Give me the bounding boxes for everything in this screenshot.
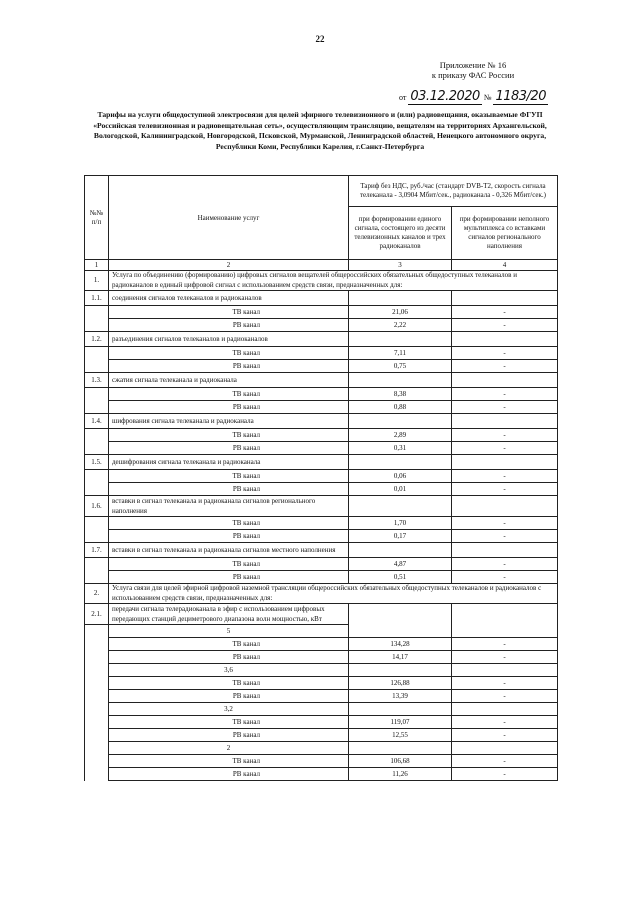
item-row	[85, 604, 558, 625]
item-row	[85, 543, 558, 558]
row-number-empty	[85, 664, 109, 677]
channel-label: ТВ канал	[109, 716, 349, 729]
tariff-full-value: 13,39	[349, 690, 452, 703]
row-number-empty	[85, 483, 109, 496]
table-row	[85, 360, 558, 373]
tariff-full-value: 11,26	[349, 768, 452, 781]
item-number: 2.1.	[85, 604, 109, 625]
item-title: вставки в сигнал телеканала и радиоканала сигналов местного наполнения	[109, 543, 349, 558]
document-title: Тарифы на услуги общедоступной электросвязи для целей эфирного телевизионного и (или) радиовещания, оказываемые ФГУП «Российская телевизионная и радиовещательная сеть», осуществляющим трансляцию, вещателям на территориях Архангельской, Вологодской, Калининградской, Новгородской, Псковской, Мурманской, Ленинградской областей, Ненецкого автономного округа, Республики Коми, Республики Карелия, г.Санкт-Петербурга	[93, 110, 547, 151]
power-value: 2	[109, 742, 349, 755]
item-title: соединения сигналов телеканалов и радиоканалов	[109, 291, 349, 306]
power-value: 5	[109, 625, 349, 638]
row-number-empty	[85, 401, 109, 414]
order-date-number	[399, 89, 548, 104]
tariff-full-value: 4,87	[349, 558, 452, 571]
channel-label: РВ канал	[109, 483, 349, 496]
tariff-partial-value: -	[452, 360, 558, 373]
power-partial-empty	[452, 703, 558, 716]
item-full-empty	[349, 543, 452, 558]
order-number: 1183/20	[495, 89, 546, 104]
tariff-partial-value: -	[452, 729, 558, 742]
channel-label: РВ канал	[109, 360, 349, 373]
row-number-empty	[85, 347, 109, 360]
tariff-full-value: 0,75	[349, 360, 452, 373]
channel-label: РВ канал	[109, 530, 349, 543]
channel-label: ТВ канал	[109, 429, 349, 442]
row-number-empty	[85, 306, 109, 319]
item-number: 1.1.	[85, 291, 109, 306]
item-partial-empty	[452, 455, 558, 470]
row-number-empty	[85, 571, 109, 584]
tariff-partial-value: -	[452, 638, 558, 651]
tariff-partial-value: -	[452, 306, 558, 319]
tariff-partial-value: -	[452, 530, 558, 543]
row-number-empty	[85, 703, 109, 716]
row-number-empty	[85, 638, 109, 651]
power-row	[85, 742, 558, 755]
tariff-partial-value: -	[452, 571, 558, 584]
table-row	[85, 638, 558, 651]
item-partial-empty	[452, 291, 558, 306]
power-row	[85, 703, 558, 716]
order-date: 03.12.2020	[410, 89, 480, 104]
tariff-partial-value: -	[452, 347, 558, 360]
tariff-partial-value: -	[452, 690, 558, 703]
item-number: 1.2.	[85, 332, 109, 347]
item-title: разъединения сигналов телеканалов и радиоканалов	[109, 332, 349, 347]
tariff-full-value: 12,55	[349, 729, 452, 742]
tariff-full-value: 21,06	[349, 306, 452, 319]
channel-label: РВ канал	[109, 729, 349, 742]
table-row	[85, 388, 558, 401]
tariff-partial-value: -	[452, 558, 558, 571]
column-number-row	[85, 260, 558, 271]
page-number: 22	[315, 34, 325, 44]
item-row	[85, 373, 558, 388]
row-number-empty	[85, 558, 109, 571]
tariff-full-value: 0,88	[349, 401, 452, 414]
row-number-empty	[85, 360, 109, 373]
order-number-prefix: №	[483, 93, 492, 102]
tariff-full-value: 106,68	[349, 755, 452, 768]
item-title: сжатия сигнала телеканала и радиоканала	[109, 373, 349, 388]
row-number-empty	[85, 470, 109, 483]
tariff-partial-value: -	[452, 470, 558, 483]
tariff-partial-value: -	[452, 388, 558, 401]
channel-label: РВ канал	[109, 442, 349, 455]
tariff-full-value: 0,01	[349, 483, 452, 496]
item-partial-empty	[452, 496, 558, 517]
item-number: 1.3.	[85, 373, 109, 388]
power-value: 3,6	[109, 664, 349, 677]
tariff-full-value: 1,70	[349, 517, 452, 530]
table-row	[85, 442, 558, 455]
table-row	[85, 558, 558, 571]
channel-label: РВ канал	[109, 401, 349, 414]
tariff-full-value: 0,17	[349, 530, 452, 543]
channel-label: ТВ канал	[109, 638, 349, 651]
item-full-empty	[349, 604, 452, 625]
table-row	[85, 755, 558, 768]
table-row	[85, 401, 558, 414]
tariff-partial-value: -	[452, 755, 558, 768]
item-number: 1.5.	[85, 455, 109, 470]
item-partial-empty	[452, 604, 558, 625]
col-header-full-signal: при формировании единого сигнала, состоящего из десяти телевизионных каналов и трех радиоканалов	[349, 207, 452, 260]
channel-label: ТВ канал	[109, 558, 349, 571]
col-header-partial-mux: при формировании неполного мультиплекса со вставками сигналов регионального наполнения	[452, 207, 558, 260]
item-row	[85, 496, 558, 517]
channel-label: ТВ канал	[109, 388, 349, 401]
channel-label: РВ канал	[109, 319, 349, 332]
item-number: 1.4.	[85, 414, 109, 429]
item-number: 1.6.	[85, 496, 109, 517]
row-number-empty	[85, 729, 109, 742]
table-row	[85, 651, 558, 664]
row-number-empty	[85, 768, 109, 781]
item-title: передачи сигнала телерадиоканала в эфир с использованием цифровых передающих станций дециметрового диапазона волн мощностью, кВт	[109, 604, 349, 625]
table-row	[85, 517, 558, 530]
item-full-empty	[349, 332, 452, 347]
tariff-full-value: 126,88	[349, 677, 452, 690]
row-number-empty	[85, 742, 109, 755]
table-row	[85, 429, 558, 442]
col-header-tariff: Тариф без НДС, руб./час (стандарт DVB-T2, скорость сигнала телеканала - 3,0904 Мбит/сек., радиоканала - 0,326 Мбит/сек.)	[349, 176, 558, 207]
tariff-partial-value: -	[452, 429, 558, 442]
section-number: 1.	[85, 271, 109, 291]
row-number-empty	[85, 319, 109, 332]
tariff-full-value: 2,89	[349, 429, 452, 442]
channel-label: РВ канал	[109, 690, 349, 703]
section-number: 2.	[85, 584, 109, 604]
row-number-empty	[85, 690, 109, 703]
section-row	[85, 271, 558, 291]
column-number: 1	[85, 260, 109, 271]
item-number: 1.7.	[85, 543, 109, 558]
tariff-partial-value: -	[452, 768, 558, 781]
channel-label: РВ канал	[109, 651, 349, 664]
row-number-empty	[85, 716, 109, 729]
item-full-empty	[349, 414, 452, 429]
table-row	[85, 319, 558, 332]
tariff-full-value: 134,28	[349, 638, 452, 651]
table-row	[85, 530, 558, 543]
table-row	[85, 571, 558, 584]
tariff-table-body	[85, 271, 558, 781]
channel-label: РВ канал	[109, 768, 349, 781]
row-number-empty	[85, 651, 109, 664]
tariff-full-value: 119,07	[349, 716, 452, 729]
section-row	[85, 584, 558, 604]
row-number-empty	[85, 517, 109, 530]
table-row	[85, 347, 558, 360]
appendix-title: Приложение № 16	[439, 60, 507, 70]
table-row	[85, 677, 558, 690]
item-full-empty	[349, 373, 452, 388]
tariff-table	[84, 175, 558, 781]
table-row	[85, 483, 558, 496]
item-title: дешифрования сигнала телеканала и радиоканала	[109, 455, 349, 470]
tariff-full-value: 0,06	[349, 470, 452, 483]
power-full-empty	[349, 664, 452, 677]
item-full-empty	[349, 291, 452, 306]
item-partial-empty	[452, 414, 558, 429]
item-row	[85, 414, 558, 429]
appendix-order-ref: к приказу ФАС России	[431, 70, 515, 80]
row-number-empty	[85, 625, 109, 638]
power-full-empty	[349, 625, 452, 638]
col-header-service-name: Наименование услуг	[109, 176, 349, 260]
channel-label: ТВ канал	[109, 470, 349, 483]
tariff-full-value: 2,22	[349, 319, 452, 332]
tariff-full-value: 0,31	[349, 442, 452, 455]
channel-label: ТВ канал	[109, 517, 349, 530]
table-row	[85, 690, 558, 703]
tariff-partial-value: -	[452, 483, 558, 496]
channel-label: ТВ канал	[109, 347, 349, 360]
item-partial-empty	[452, 373, 558, 388]
table-row	[85, 729, 558, 742]
table-row	[85, 306, 558, 319]
power-full-empty	[349, 742, 452, 755]
table-row	[85, 768, 558, 781]
column-number: 2	[109, 260, 349, 271]
table-row	[85, 470, 558, 483]
channel-label: РВ канал	[109, 571, 349, 584]
tariff-partial-value: -	[452, 517, 558, 530]
power-row	[85, 664, 558, 677]
power-partial-empty	[452, 664, 558, 677]
column-number: 4	[452, 260, 558, 271]
section-title: Услуга по объединению (формированию) цифровых сигналов вещателей общероссийских обязательных общедоступных телеканалов и радиоканалов в единый цифровой сигнал с использованием средств связи, предназначенных для:	[109, 271, 558, 291]
item-full-empty	[349, 496, 452, 517]
item-title: вставки в сигнал телеканала и радиоканала сигналов регионального наполнения	[109, 496, 349, 517]
row-number-empty	[85, 429, 109, 442]
item-partial-empty	[452, 332, 558, 347]
order-from-prefix: от	[399, 93, 407, 102]
tariff-full-value: 0,51	[349, 571, 452, 584]
power-value: 3,2	[109, 703, 349, 716]
tariff-partial-value: -	[452, 677, 558, 690]
row-number-empty	[85, 388, 109, 401]
tariff-full-value: 8,38	[349, 388, 452, 401]
section-title: Услуга связи для целей эфирной цифровой наземной трансляции общероссийских обязательных общедоступных телеканалов и радиоканалов с использованием средств связи, предназначенных для:	[109, 584, 558, 604]
channel-label: ТВ канал	[109, 677, 349, 690]
power-partial-empty	[452, 625, 558, 638]
row-number-empty	[85, 442, 109, 455]
item-partial-empty	[452, 543, 558, 558]
col-header-number: №№ п/п	[85, 176, 109, 260]
tariff-partial-value: -	[452, 319, 558, 332]
channel-label: ТВ канал	[109, 306, 349, 319]
tariff-partial-value: -	[452, 716, 558, 729]
column-number: 3	[349, 260, 452, 271]
appendix-block	[408, 60, 538, 80]
tariff-partial-value: -	[452, 651, 558, 664]
row-number-empty	[85, 677, 109, 690]
tariff-partial-value: -	[452, 442, 558, 455]
item-title: шифрования сигнала телеканала и радиоканала	[109, 414, 349, 429]
channel-label: ТВ канал	[109, 755, 349, 768]
power-partial-empty	[452, 742, 558, 755]
row-number-empty	[85, 530, 109, 543]
power-full-empty	[349, 703, 452, 716]
row-number-empty	[85, 755, 109, 768]
item-row	[85, 291, 558, 306]
power-row	[85, 625, 558, 638]
item-full-empty	[349, 455, 452, 470]
item-row	[85, 332, 558, 347]
tariff-full-value: 7,11	[349, 347, 452, 360]
item-row	[85, 455, 558, 470]
tariff-partial-value: -	[452, 401, 558, 414]
table-row	[85, 716, 558, 729]
tariff-full-value: 14,17	[349, 651, 452, 664]
